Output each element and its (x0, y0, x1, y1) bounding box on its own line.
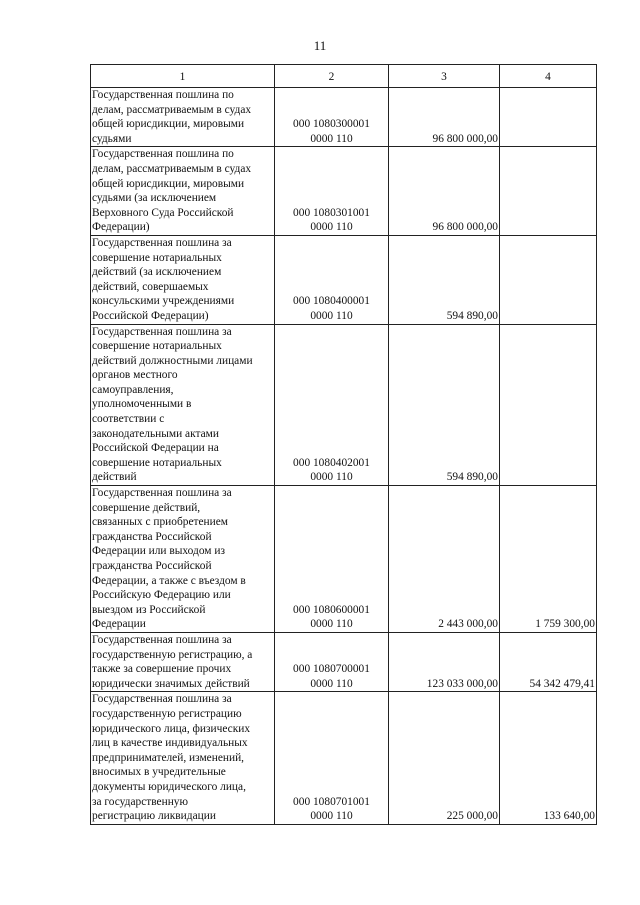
amount-col-3: 96 800 000,00 (389, 88, 500, 147)
table-row (91, 235, 597, 324)
budget-code: 000 1080300001 0000 110 (275, 88, 389, 147)
budget-code: 000 1080301001 0000 110 (275, 147, 389, 236)
budget-code: 000 1080400001 0000 110 (275, 235, 389, 324)
revenue-name: Государственная пошлина за государственную регистрацию юридического лица, физических лиц в качестве индивидуальных предпринимателей, изменений, вносимых в учредительные документы юридического лица, за государственную регистрацию ликвидации (91, 692, 275, 824)
table-row (91, 88, 597, 147)
budget-code: 000 1080600001 0000 110 (275, 486, 389, 633)
revenue-name: Государственная пошлина за государственную регистрацию, а также за совершение прочих юридически значимых действий (91, 632, 275, 691)
revenue-name: Государственная пошлина за совершение нотариальных действий (за исключением действий, совершаемых консульскими учреждениями Российской Федерации) (91, 235, 275, 324)
header-col-4: 4 (500, 65, 597, 88)
amount-col-3: 225 000,00 (389, 692, 500, 824)
table-header-row (91, 65, 597, 88)
revenue-name: Государственная пошлина по делам, рассматриваемым в судах общей юрисдикции, мировыми судьями (91, 88, 275, 147)
header-col-3: 3 (389, 65, 500, 88)
amount-col-4: 54 342 479,41 (500, 632, 597, 691)
table-row (91, 486, 597, 633)
amount-col-4 (500, 235, 597, 324)
budget-code: 000 1080700001 0000 110 (275, 632, 389, 691)
page-number: 11 (313, 38, 327, 53)
table-row (91, 692, 597, 824)
revenue-name: Государственная пошлина за совершение действий, связанных с приобретением гражданства Российской Федерации или выходом из гражданства Российской Федерации, а также с въездом в Российскую Федерацию или выездом из Российской Федерации (91, 486, 275, 633)
revenue-name: Государственная пошлина за совершение нотариальных действий должностными лицами органов местного самоуправления, уполномоченными в соответствии с законодательными актами Российской Федерации на совершение нотариальных действий (91, 324, 275, 486)
table-row (91, 147, 597, 236)
amount-col-4: 1 759 300,00 (500, 486, 597, 633)
amount-col-3: 123 033 000,00 (389, 632, 500, 691)
amount-col-3: 594 890,00 (389, 235, 500, 324)
revenue-table (90, 64, 597, 825)
budget-code: 000 1080701001 0000 110 (275, 692, 389, 824)
table-row (91, 324, 597, 486)
amount-col-4 (500, 88, 597, 147)
budget-code: 000 1080402001 0000 110 (275, 324, 389, 486)
header-col-2: 2 (275, 65, 389, 88)
header-col-1: 1 (91, 65, 275, 88)
amount-col-3: 2 443 000,00 (389, 486, 500, 633)
amount-col-4: 133 640,00 (500, 692, 597, 824)
amount-col-3: 594 890,00 (389, 324, 500, 486)
amount-col-3: 96 800 000,00 (389, 147, 500, 236)
revenue-name: Государственная пошлина по делам, рассматриваемым в судах общей юрисдикции, мировыми судьями (за исключением Верховного Суда Российской Федерации) (91, 147, 275, 236)
amount-col-4 (500, 147, 597, 236)
amount-col-4 (500, 324, 597, 486)
table-row (91, 632, 597, 691)
